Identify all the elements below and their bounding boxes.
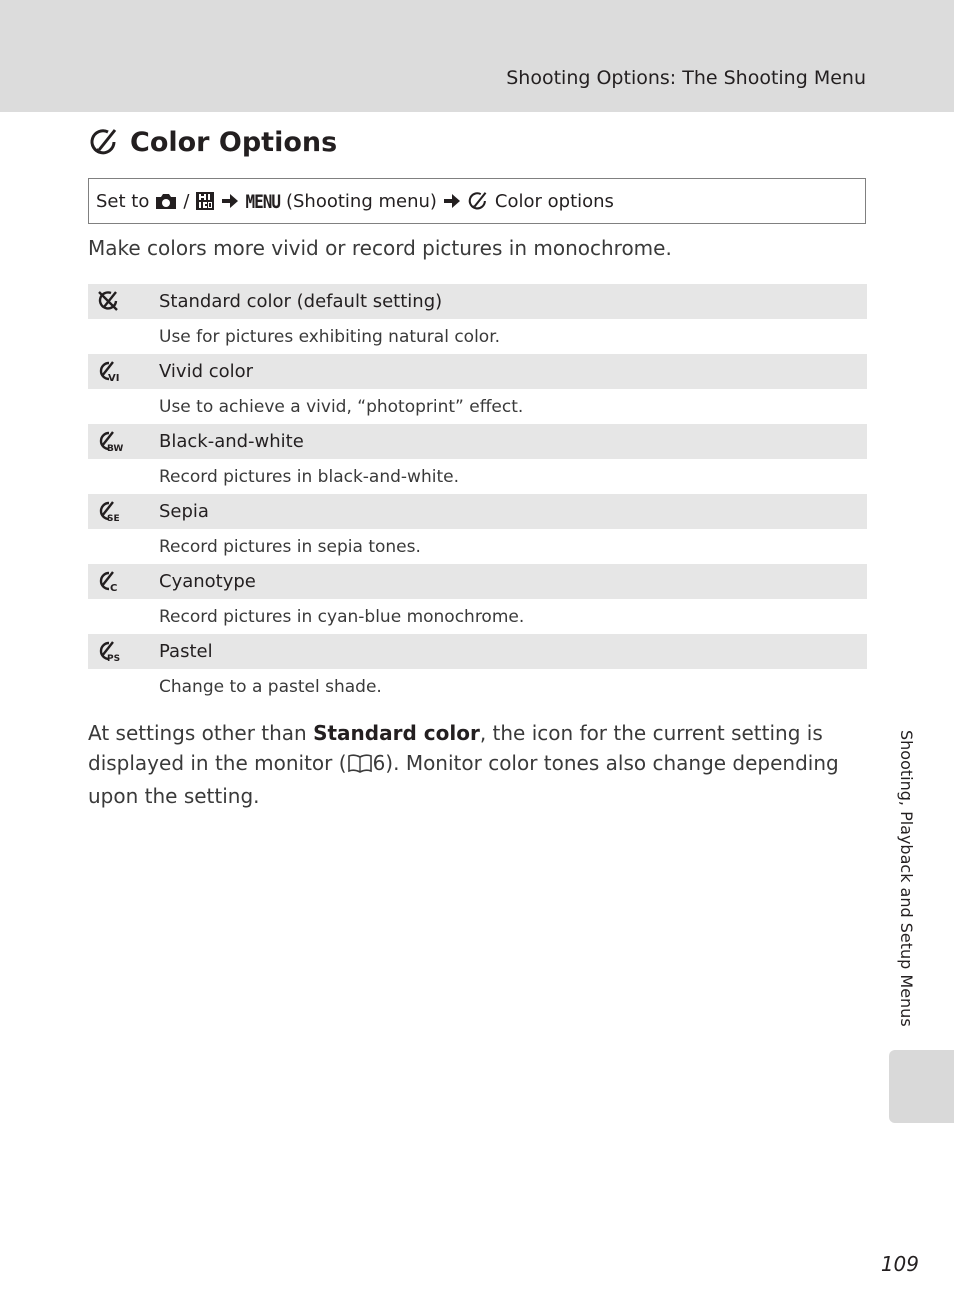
option-description: Record pictures in cyan-blue monochrome. <box>159 606 525 627</box>
path-prefix: Set to <box>96 190 150 212</box>
option-row-sepia <box>88 494 867 529</box>
path-slash: / <box>183 190 190 212</box>
menu-path <box>88 178 866 224</box>
option-description: Use to achieve a vivid, “photoprint” effect. <box>159 396 524 417</box>
note-text: ). Monitor color tones also change depending upon the setting. <box>88 751 839 808</box>
option-label: Standard color (default setting) <box>159 291 443 312</box>
option-label: Pastel <box>159 641 213 662</box>
arrow-right-icon <box>221 193 239 209</box>
path-target: Color options <box>494 190 614 212</box>
option-row-cyanotype <box>88 564 867 599</box>
book-reference-icon <box>347 751 373 781</box>
page-heading <box>88 122 337 162</box>
note-paragraph <box>88 718 868 811</box>
black-and-white-icon <box>96 429 124 454</box>
option-row-vivid-color <box>88 354 867 389</box>
header-band <box>0 0 954 112</box>
icon-badge: VI <box>108 373 120 384</box>
option-label: Black-and-white <box>159 431 304 452</box>
option-row-pastel <box>88 634 867 669</box>
option-description: Record pictures in sepia tones. <box>159 536 421 557</box>
camera-icon <box>155 192 177 210</box>
option-label: Cyanotype <box>159 571 256 592</box>
vivid-color-icon <box>96 359 120 383</box>
icon-badge: SE <box>107 514 120 524</box>
color-options-icon <box>467 190 489 212</box>
note-text: At settings other than <box>88 721 314 745</box>
option-description: Record pictures in black-and-white. <box>159 466 459 487</box>
options-table <box>88 284 867 704</box>
section-side-label: Shooting, Playback and Setup Menus <box>897 730 916 1027</box>
page-title: Color Options <box>130 126 338 158</box>
path-shooting-menu: (Shooting menu) <box>285 190 437 212</box>
intro-text: Make colors more vivid or record pictures in monochrome. <box>88 236 672 260</box>
option-label: Sepia <box>159 501 209 522</box>
arrow-right-icon <box>443 193 461 209</box>
menu-button-label: MENU <box>245 190 280 212</box>
color-options-icon <box>88 126 120 158</box>
standard-color-icon <box>96 289 120 313</box>
option-label: Vivid color <box>159 361 254 382</box>
option-row-black-and-white <box>88 424 867 459</box>
icon-badge: C <box>110 583 118 594</box>
option-description: Change to a pastel shade. <box>159 676 382 697</box>
cyanotype-icon <box>96 569 120 593</box>
note-bold: Standard color <box>313 721 480 745</box>
sepia-icon <box>96 499 120 523</box>
high-iso-icon <box>195 191 215 211</box>
pastel-icon <box>96 639 120 663</box>
header-title: Shooting Options: The Shooting Menu <box>506 67 866 89</box>
note-text: , the icon for the current setting is displayed in the monitor ( <box>88 721 823 775</box>
page-number: 109 <box>880 1252 919 1276</box>
icon-badge: PS <box>107 654 121 664</box>
option-description: Use for pictures exhibiting natural color. <box>159 326 501 347</box>
icon-badge: BW <box>107 444 124 454</box>
section-tab <box>889 1050 954 1123</box>
option-row-standard-color <box>88 284 867 319</box>
note-reference-page: 6 <box>372 751 386 775</box>
